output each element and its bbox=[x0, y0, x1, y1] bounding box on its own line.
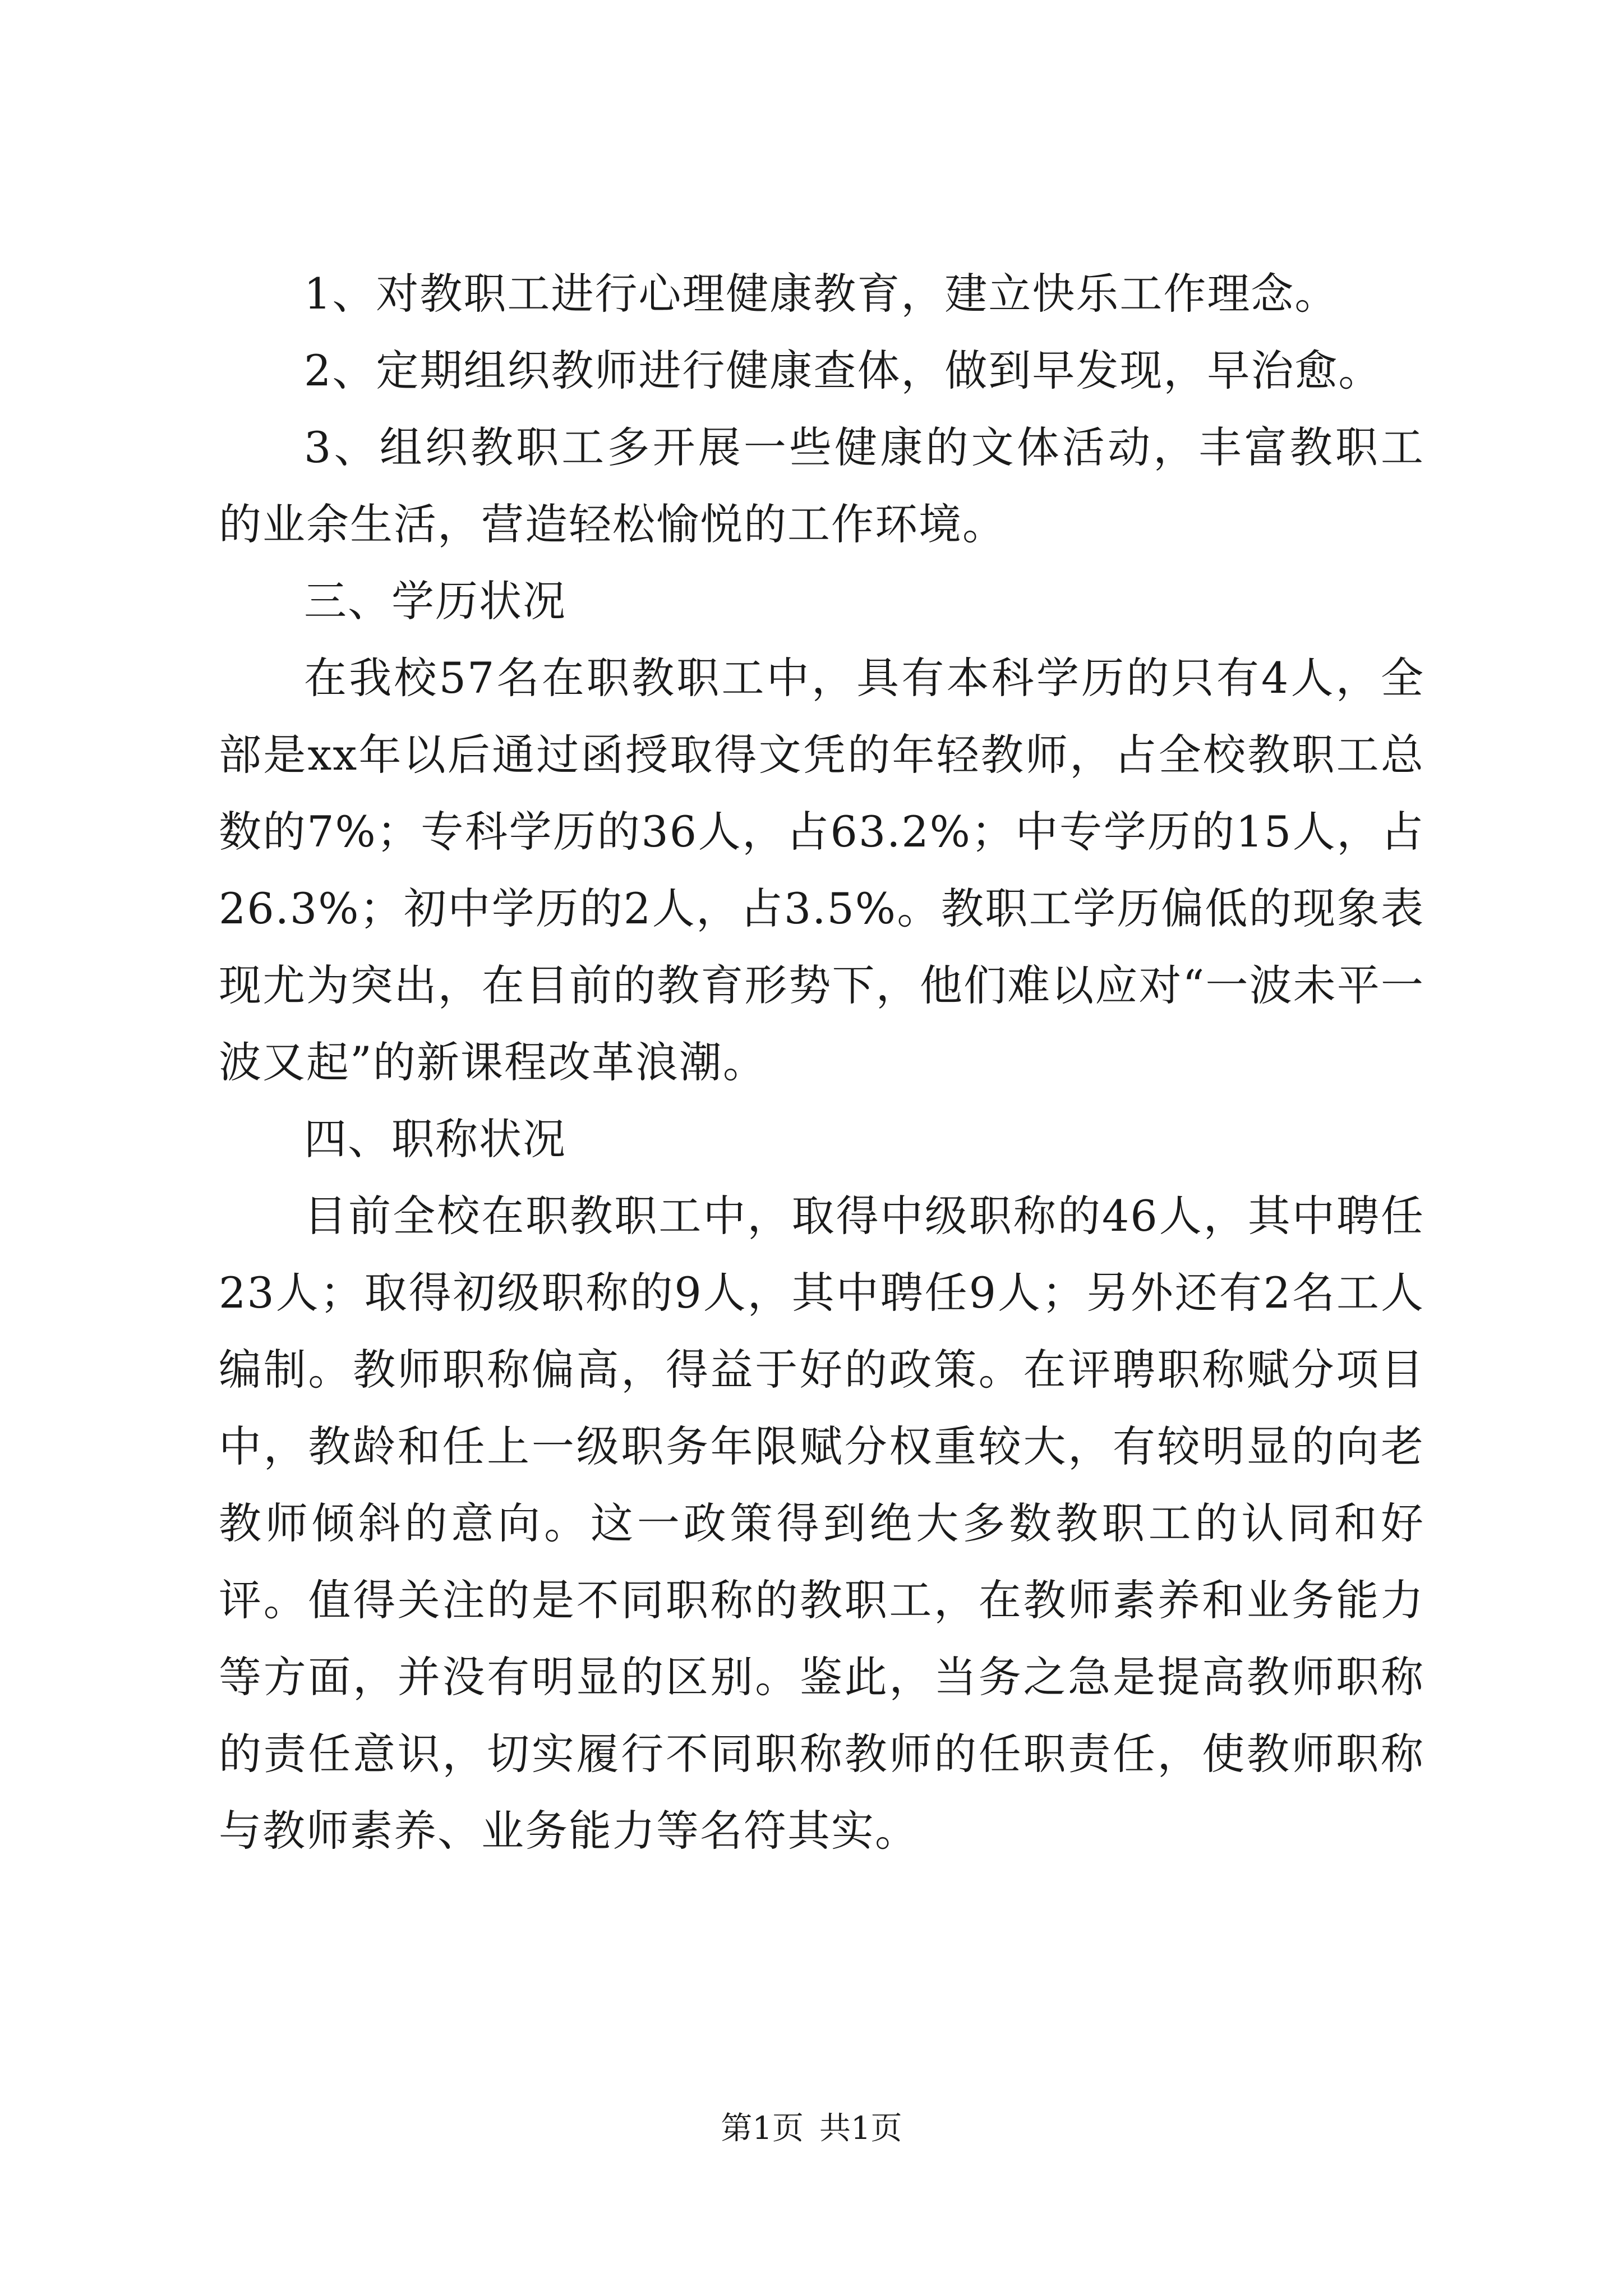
paragraph-item-2: 2、定期组织教师进行健康查体，做到早发现，早治愈。 bbox=[304, 346, 1382, 395]
section-heading-title: 四、职称状况 bbox=[304, 1114, 566, 1164]
page-number-current: 第1页 bbox=[721, 2110, 804, 2147]
page-footer bbox=[0, 2109, 1623, 2148]
section-heading-education: 三、学历状况 bbox=[304, 576, 566, 626]
page-number-total: 共1页 bbox=[819, 2110, 902, 2147]
paragraph-education-status: 在我校57名在职教职工中，具有本科学历的只有4人，全部是xx年以后通过函授取得文凭的年轻教师，占全校教职工总数的7%；专科学历的36人，占63.2%；中专学历的15人，占26.3%；初中学历的2人，占3.5%。教职工学历偏低的现象表现尤为突出，在目前的教育形势下，他们难以应对“一波未平一波又起”的新课程改革浪潮。 bbox=[219, 653, 1424, 1087]
paragraph-item-3: 3、组织教职工多开展一些健康的文体活动，丰富教职工的业余生活，营造轻松愉悦的工作环境。 bbox=[219, 422, 1424, 549]
paragraph-item-1: 1、对教职工进行心理健康教育，建立快乐工作理念。 bbox=[304, 269, 1339, 319]
document-body bbox=[219, 255, 1424, 1869]
paragraph-title-status: 目前全校在职教职工中，取得中级职称的46人，其中聘任23人；取得初级职称的9人，其中聘任9人；另外还有2名工人编制。教师职称偏高，得益于好的政策。在评聘职称赋分项目中，教龄和任上一级职务年限赋分权重较大，有较明显的向老教师倾斜的意向。这一政策得到绝大多数教职工的认同和好评。值得关注的是不同职称的教职工，在教师素养和业务能力等方面，并没有明显的区别。鉴此，当务之急是提高教师职称的责任意识，切实履行不同职称教师的任职责任，使教师职称与教师素养、业务能力等名符其实。 bbox=[219, 1191, 1424, 1856]
